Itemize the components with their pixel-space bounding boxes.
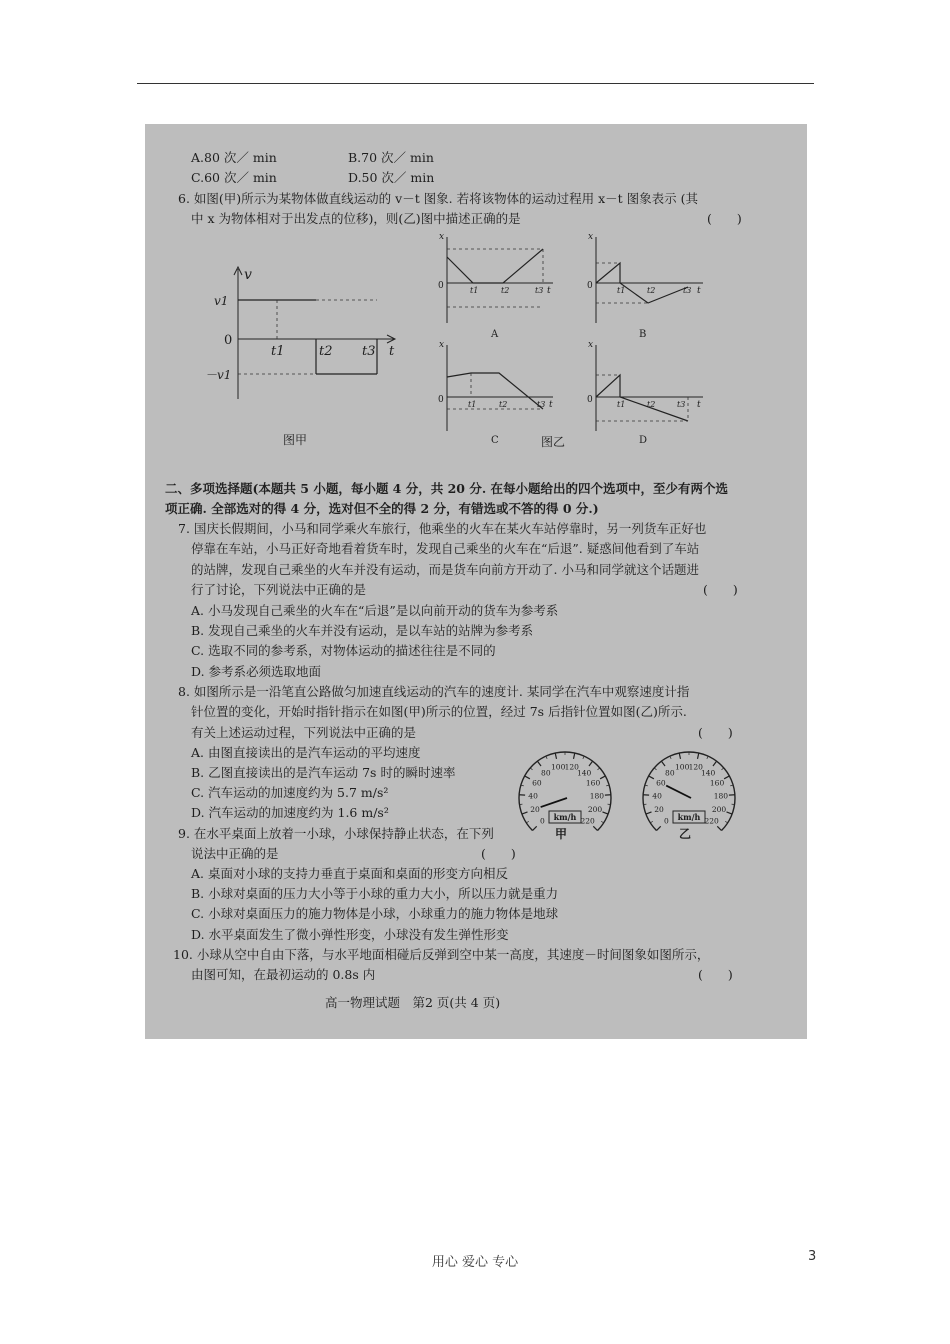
q9-stem-line1: 9. 在水平桌面上放着一小球，小球保持静止状态，在下列 [178, 826, 494, 841]
speedometer-yi-tick-mark [656, 826, 660, 830]
header-rule [137, 83, 814, 84]
speedometer-yi-tick-mark [650, 821, 653, 823]
q10-answer-bracket: ( ) [698, 967, 733, 982]
speedometer-yi-tick-label: 20 [654, 805, 664, 815]
speedometer-yi-needle [666, 786, 691, 798]
b-origin: 0 [587, 281, 593, 291]
speedometer-jia-tick-mark [602, 812, 608, 814]
a-tick-t1: t1 [470, 286, 479, 295]
speedometer-jia-tick-label: 20 [530, 805, 540, 815]
q8-answer-bracket: ( ) [698, 725, 733, 740]
speedometer-jia-tick-label: 40 [528, 791, 538, 801]
q5-option-d: D.50 次／ min [348, 170, 435, 185]
speedometer-yi-tick-label: 80 [665, 768, 675, 778]
a-label: A [491, 329, 499, 340]
speedometer-yi-tick-label: 120 [688, 762, 703, 772]
c-origin: 0 [438, 395, 444, 405]
speedometer-yi-tick-mark [654, 768, 656, 770]
speedometer-yi-tick-label: 200 [711, 805, 727, 815]
speedometer-yi-tick-mark [661, 761, 665, 766]
a-tick-t3: t3 [535, 286, 544, 295]
q10-stem-line1: 10. 小球从空中自由下落，与水平地面相碰后反弹到空中某一高度，其速度－时间图象如图所示， [173, 947, 710, 962]
speedometer-jia [519, 752, 611, 841]
speedometer-jia-tick-label: 120 [564, 762, 579, 772]
q8-option-b: B. 乙图直接读出的是汽车运动 7s 时的瞬时速率 [191, 765, 456, 780]
q8-stem-line1: 8. 如图所示是一沿笔直公路做匀加速直线运动的汽车的速度计. 某同学在汽车中观察速度计指 [178, 684, 690, 699]
speedometer-jia-tick-mark [597, 768, 599, 770]
graph-option-d [587, 340, 703, 446]
speedometer-jia-tick-mark [601, 821, 604, 823]
speedometer-yi-tick-mark [724, 776, 729, 779]
speedometer-jia-tick-label: 180 [589, 791, 605, 801]
speedometer-yi-tick-mark [670, 756, 671, 759]
figure-yi-caption: 图乙 [541, 435, 566, 449]
q6-answer-bracket: ( ) [707, 211, 742, 226]
speedometer-jia-tick-label: 80 [541, 768, 551, 778]
c-tick-t3: t3 [537, 400, 546, 409]
speedometer-jia-caption: 甲 [554, 827, 568, 841]
d-tick-t3: t3 [677, 400, 686, 409]
section2-header-line1: 二、多项选择题(本题共 5 小题，每小题 4 分，共 20 分. 在每小题给出的四个选项中，至少有两个选 [165, 481, 729, 496]
q7-option-b: B. 发现自己乘坐的火车并没有运动，是以车站的站牌为参考系 [191, 623, 534, 638]
q7-answer-bracket: ( ) [703, 582, 738, 597]
speedometer-yi-tick-mark [646, 812, 652, 814]
speedometer-yi-tick-mark [707, 756, 708, 759]
q8-stem-line2: 针位置的变化，开始时指针指示在如图(甲)所示的位置，经过 7s 后指针位置如图(乙)所示. [191, 704, 687, 719]
q7-option-a: A. 小马发现自己乘坐的火车在“后退”是以向前开动的货车为参考系 [191, 603, 559, 618]
page-footer-slogan: 用心 爱心 专心 [431, 1255, 519, 1270]
figure-jia-vt-graph [205, 259, 405, 449]
speedometer-jia-tick-mark [589, 761, 593, 766]
figure-jia-caption: 图甲 [283, 433, 308, 447]
speedometer-jia-tick-mark [522, 812, 528, 814]
speedometer-yi-tick-mark [721, 768, 723, 770]
b-tick-t3: t3 [683, 286, 692, 295]
d-tick-t1: t1 [617, 400, 626, 409]
speedometer-jia-tick-mark [532, 826, 536, 830]
q9-option-c: C. 小球对桌面压力的施力物体是小球，小球重力的施力物体是地球 [191, 906, 559, 921]
q8-option-d: D. 汽车运动的加速度约为 1.6 m/s² [191, 805, 389, 820]
q9-option-d: D. 水平桌面发生了微小弹性形变，小球没有发生弹性形变 [191, 927, 509, 942]
jia-label-neg-v1: －v1 [205, 368, 232, 382]
scan-page-footer: 高一物理试题 第2 页(共 4 页) [325, 995, 501, 1010]
jia-axis-v: v [244, 267, 252, 283]
d-label: D [639, 435, 648, 446]
speedometer-jia-unit-label: km/h [553, 812, 577, 822]
graph-option-a [438, 232, 553, 340]
speedometer-jia-tick-mark [574, 753, 575, 759]
speedometer-yi-tick-label: 140 [701, 768, 716, 778]
speedometer-yi-tick-mark [649, 776, 654, 779]
q7-stem-line4: 行了讨论，下列说法中正确的是 [191, 582, 367, 597]
q8-stem-line3: 有关上述运动过程，下列说法中正确的是 [191, 725, 417, 740]
speedometer-jia-tick-label: 200 [587, 805, 603, 815]
speedometer-jia-tick-mark [600, 776, 605, 779]
figure-yi-xt-graphs [433, 227, 723, 452]
b-tick-t1: t1 [617, 286, 626, 295]
scanned-exam-page [145, 124, 807, 1039]
q8-option-c: C. 汽车运动的加速度约为 5.7 m/s² [191, 785, 389, 800]
speedometer-jia-tick-label: 220 [580, 816, 595, 826]
q9-stem-line2: 说法中正确的是 [191, 846, 279, 861]
speedometer-jia-tick-label: 0 [539, 816, 545, 826]
speedometer-jia-tick-mark [537, 761, 541, 766]
speedometer-jia-needle [541, 798, 567, 807]
q7-option-d: D. 参考系必须选取地面 [191, 664, 322, 679]
c-axis-x: x [439, 340, 445, 350]
speedometer-jia-tick-mark [593, 826, 597, 830]
speedometer-yi-tick-mark [713, 761, 717, 766]
jia-axis-t: t [389, 344, 395, 359]
speedometer-jia-tick-label: 100 [551, 762, 566, 772]
c-tick-t2: t2 [499, 400, 508, 409]
graph-option-c [438, 340, 553, 446]
c-axis-t: t [549, 400, 553, 410]
q5-option-b: B.70 次／ min [348, 150, 434, 165]
speedometer-jia-tick-mark [606, 785, 609, 786]
d-axis-t: t [697, 400, 701, 410]
speedometer-yi-tick-label: 0 [663, 816, 669, 826]
speedometer-jia-tick-mark [555, 753, 556, 759]
speedometer-yi-tick-label: 180 [713, 791, 729, 801]
speedometer-yi-tick-mark [725, 821, 728, 823]
b-axis-t: t [697, 286, 701, 296]
speedometer-jia-tick-mark [526, 821, 529, 823]
speedometer-yi-tick-mark [730, 785, 733, 786]
b-label: B [639, 329, 647, 340]
jia-tick-t1: t1 [271, 344, 285, 359]
speedometer-jia-tick-mark [546, 756, 547, 759]
a-origin: 0 [438, 281, 444, 291]
speedometer-yi-tick-mark [679, 753, 680, 759]
speedometer-figure [513, 746, 753, 851]
b-tick-t2: t2 [647, 286, 656, 295]
section2-header-line2: 项正确. 全部选对的得 4 分，选对但不全的得 2 分，有错选或不答的得 0 分.) [165, 501, 599, 516]
q7-stem-line2: 停靠在车站，小马正好奇地看着货车时，发现自己乘坐的火车在“后退”. 疑惑间他看到了车站 [191, 541, 700, 556]
speedometer-yi-tick-mark [698, 753, 699, 759]
q7-stem-line1: 7. 国庆长假期间，小马和同学乘火车旅行，他乘坐的火车在某火车站停靠时，另一列货车正好也 [178, 521, 707, 536]
speedometer-yi-tick-label: 100 [675, 762, 690, 772]
graph-option-b [587, 232, 703, 340]
jia-origin: 0 [224, 333, 233, 348]
jia-tick-t3: t3 [362, 344, 376, 359]
jia-label-v1: v1 [214, 294, 229, 308]
page-number: 3 [808, 1249, 817, 1264]
speedometer-jia-tick-mark [521, 785, 524, 786]
d-tick-t2: t2 [647, 400, 656, 409]
jia-tick-t2: t2 [319, 344, 333, 359]
d-origin: 0 [587, 395, 593, 405]
c-label: C [491, 435, 499, 446]
speedometer-yi-tick-label: 220 [704, 816, 719, 826]
q9-option-b: B. 小球对桌面的压力大小等于小球的重力大小，所以压力就是重力 [191, 886, 559, 901]
speedometer-yi-tick-label: 160 [709, 778, 725, 788]
speedometer-jia-tick-mark [583, 756, 584, 759]
b-axis-x: x [588, 232, 594, 242]
speedometer-yi-tick-mark [645, 785, 648, 786]
speedometer-yi-tick-label: 60 [656, 778, 666, 788]
speedometer-yi-tick-mark [717, 826, 721, 830]
speedometer-yi-tick-label: 40 [652, 791, 662, 801]
c-tick-t1: t1 [468, 400, 477, 409]
speedometer-yi [643, 752, 735, 841]
q10-stem-line2: 由图可知，在最初运动的 0.8s 内 [191, 967, 376, 982]
q5-option-c: C.60 次／ min [191, 170, 277, 185]
speedometer-yi-tick-mark [726, 812, 732, 814]
q7-option-c: C. 选取不同的参考系，对物体运动的描述往往是不同的 [191, 643, 496, 658]
d-axis-x: x [588, 340, 594, 350]
a-axis-t: t [547, 286, 551, 296]
speedometer-jia-tick-label: 60 [532, 778, 542, 788]
speedometer-jia-tick-label: 140 [577, 768, 592, 778]
q5-option-a: A.80 次／ min [191, 150, 277, 165]
q9-answer-bracket: ( ) [481, 846, 516, 861]
speedometer-jia-tick-mark [530, 768, 532, 770]
speedometer-yi-caption: 乙 [678, 827, 692, 841]
q6-stem-line2: 中 x 为物体相对于出发点的位移)，则(乙)图中描述正确的是 [191, 211, 521, 226]
q6-stem-line1: 6. 如图(甲)所示为某物体做直线运动的 v－t 图象. 若将该物体的运动过程用 x－t 图象表示 (其 [178, 191, 699, 206]
q8-option-a: A. 由图直接读出的是汽车运动的平均速度 [191, 745, 421, 760]
speedometer-yi-unit-label: km/h [677, 812, 701, 822]
a-axis-x: x [439, 232, 445, 242]
speedometer-jia-tick-mark [525, 776, 530, 779]
q7-stem-line3: 的站牌，发现自己乘坐的火车并没有运动，而是货车向前方开动了. 小马和同学就这个话题进 [191, 562, 699, 577]
speedometer-jia-tick-label: 160 [585, 778, 601, 788]
a-tick-t2: t2 [501, 286, 510, 295]
q9-option-a: A. 桌面对小球的支持力垂直于桌面和桌面的形变方向相反 [191, 866, 508, 881]
